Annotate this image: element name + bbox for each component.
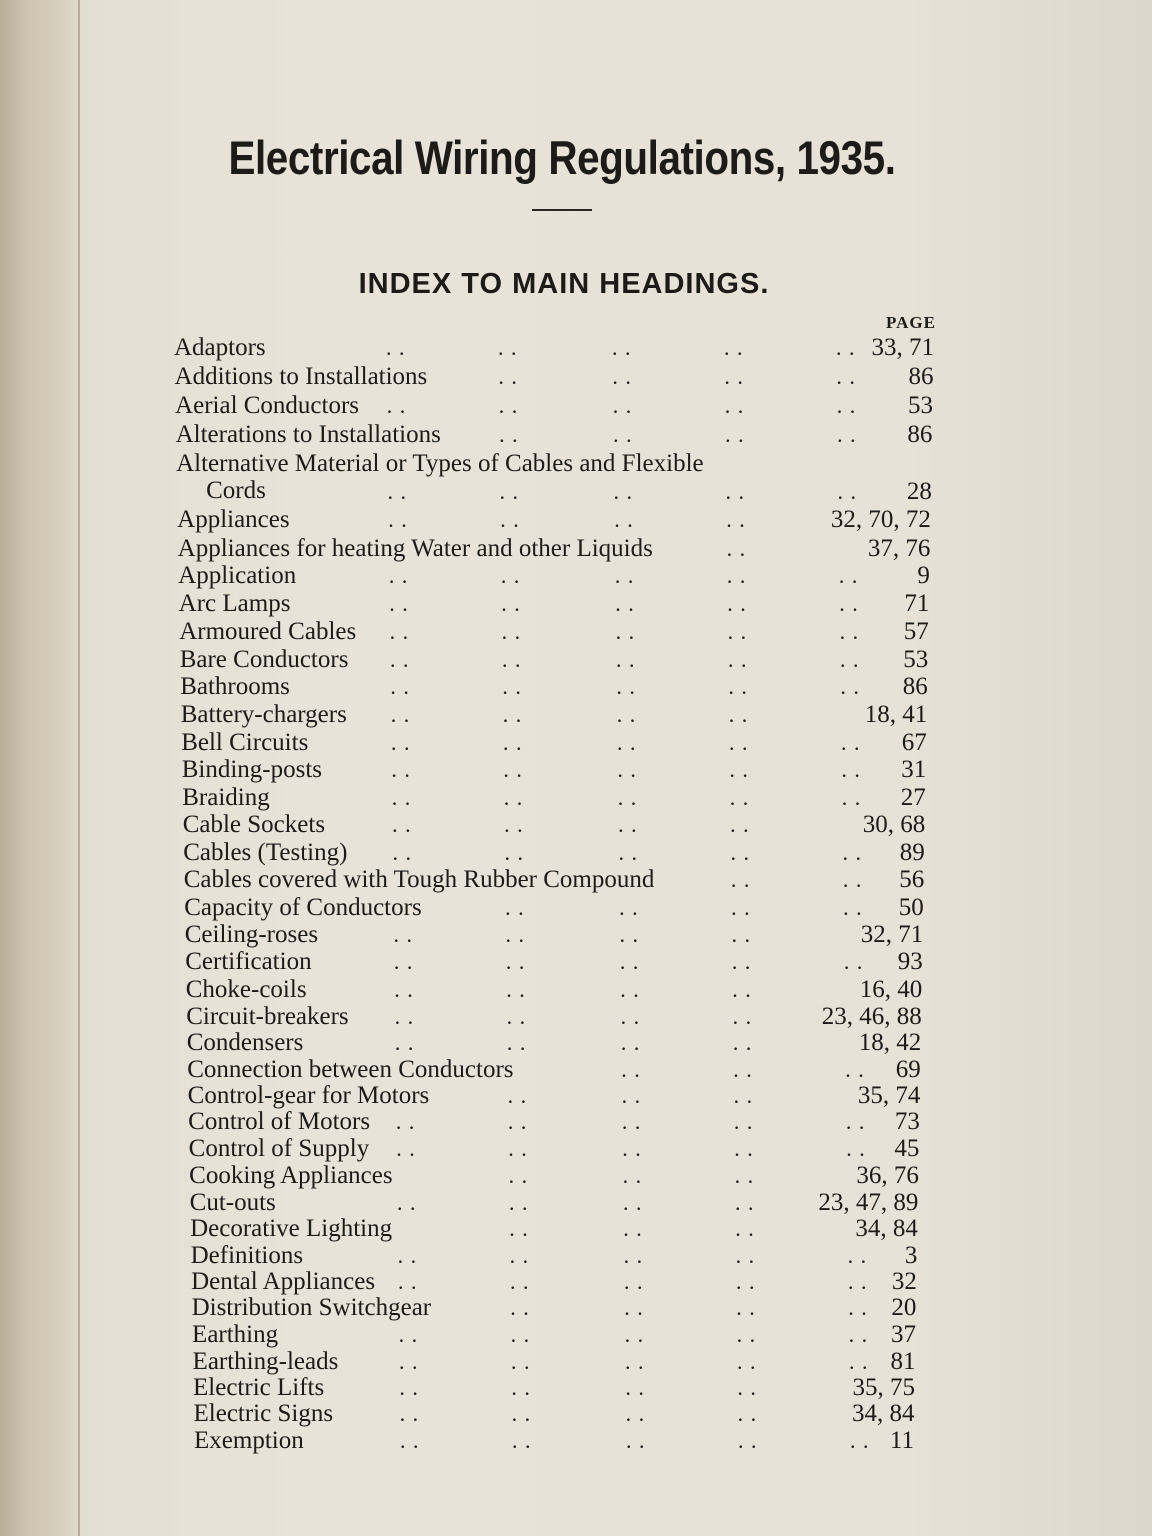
leader-dots: . . xyxy=(850,1428,870,1453)
leader-dots: . . xyxy=(499,479,519,504)
leader-dots: . . xyxy=(625,1375,645,1400)
leader-dots: . . xyxy=(837,479,857,504)
index-entry-label: Definitions xyxy=(190,1242,304,1269)
index-entry-pages: 31 xyxy=(901,756,927,783)
leader-dots: . . xyxy=(619,922,640,947)
index-entry-pages: 30, 68 xyxy=(862,811,926,838)
index-entry-pages: 34, 84 xyxy=(855,1215,918,1242)
index-entry xyxy=(0,1215,1152,1243)
leader-dots: . . xyxy=(841,730,861,755)
leader-dots: . . xyxy=(509,1243,530,1268)
leader-dots: . . xyxy=(507,1109,528,1134)
leader-dots: . . xyxy=(386,393,407,418)
index-entry-label: Bathrooms xyxy=(180,673,290,700)
index-entry-label: Condensers xyxy=(186,1029,304,1056)
index-entry xyxy=(0,1294,1152,1322)
index-entry xyxy=(0,1348,1152,1376)
index-entry-label: Capacity of Conductors xyxy=(184,894,422,921)
index-entry xyxy=(0,506,1152,534)
leader-dots: . . xyxy=(738,1428,758,1453)
leader-dots: . . xyxy=(732,1004,753,1029)
leader-dots: . . xyxy=(845,1109,866,1134)
index-entry-label: Armoured Cables xyxy=(179,618,357,645)
leader-dots: . . xyxy=(392,812,412,837)
index-entry-label: Cables covered with Tough Rubber Compound xyxy=(183,866,655,893)
leader-dots: . . xyxy=(736,1295,756,1320)
index-entry xyxy=(0,421,1152,449)
index-entry xyxy=(0,562,1152,590)
index-entry-label: Additions to Installations xyxy=(174,363,428,390)
leader-dots: . . xyxy=(615,619,636,644)
leader-dots: . . xyxy=(843,895,863,920)
leader-dots: . . xyxy=(735,1243,756,1268)
index-entry xyxy=(0,784,1152,812)
leader-dots: . . xyxy=(624,1295,644,1320)
leader-dots: . . xyxy=(389,619,410,644)
index-entry xyxy=(0,363,1152,391)
index-entry-pages: 34, 84 xyxy=(851,1400,915,1427)
leader-dots: . . xyxy=(388,507,408,532)
index-entry-label: Circuit-breakers xyxy=(186,1003,349,1030)
leader-dots: . . xyxy=(732,977,752,1002)
index-entry xyxy=(0,590,1152,618)
leader-dots: . . xyxy=(733,1109,754,1134)
index-entry-label: Electric Signs xyxy=(193,1400,334,1427)
index-entry xyxy=(0,673,1152,701)
leader-dots: . . xyxy=(730,812,750,837)
index-entry-pages: 56 xyxy=(899,866,925,893)
leader-dots: . . xyxy=(839,647,860,672)
leader-dots: . . xyxy=(391,785,412,810)
index-entry-pages: 57 xyxy=(903,618,929,645)
index-entry-label: Alterations to Installations xyxy=(175,421,441,448)
leader-dots: . . xyxy=(504,840,524,865)
leader-dots: . . xyxy=(619,895,639,920)
leader-dots: . . xyxy=(396,1136,416,1161)
leader-dots: . . xyxy=(837,422,857,447)
index-entry-label: Exemption xyxy=(194,1427,304,1454)
leader-dots: . . xyxy=(848,1295,868,1320)
index-entry-label: Control of Motors xyxy=(188,1108,371,1135)
index-entry xyxy=(0,1029,1152,1057)
leader-dots: . . xyxy=(734,1190,755,1215)
leader-dots: . . xyxy=(845,1057,865,1082)
leader-dots: . . xyxy=(506,1004,527,1029)
leader-dots: . . xyxy=(392,840,412,865)
index-entry xyxy=(0,392,1152,420)
leader-dots: . . xyxy=(622,1163,643,1188)
index-entry-pages: 16, 40 xyxy=(859,976,923,1003)
index-entry xyxy=(0,866,1152,894)
leader-dots: . . xyxy=(724,364,744,389)
index-entry xyxy=(0,646,1152,674)
index-entry-label: Cable Sockets xyxy=(182,811,326,838)
leader-dots: . . xyxy=(505,922,526,947)
index-entry-pages: 89 xyxy=(899,839,925,866)
index-entry-label: Arc Lamps xyxy=(178,590,291,617)
index-entry-pages: 81 xyxy=(890,1348,916,1375)
index-entry-label: Aerial Conductors xyxy=(175,392,360,419)
index-entry-pages: 86 xyxy=(907,421,933,448)
leader-dots: . . xyxy=(618,812,638,837)
leader-dots: . . xyxy=(508,1190,529,1215)
leader-dots: . . xyxy=(396,1190,417,1215)
leader-dots: . . xyxy=(838,563,859,588)
index-entry xyxy=(0,1321,1152,1349)
index-entry xyxy=(0,948,1152,976)
leader-dots: . . xyxy=(735,1216,755,1241)
leader-dots: . . xyxy=(399,1375,419,1400)
leader-dots: . . xyxy=(726,563,747,588)
index-entry-pages: 32 xyxy=(891,1268,917,1295)
leader-dots: . . xyxy=(836,335,856,360)
leader-dots: . . xyxy=(612,393,633,418)
index-entry-label: Electric Lifts xyxy=(193,1374,325,1401)
index-entry-pages: 32, 70, 72 xyxy=(830,506,931,533)
index-entry-pages: 86 xyxy=(908,363,934,390)
index-entry-label: Cooking Appliances xyxy=(189,1162,393,1189)
leader-dots: . . xyxy=(624,1349,645,1374)
leader-dots: . . xyxy=(842,840,862,865)
index-entry-pages: 18, 42 xyxy=(858,1029,922,1056)
leader-dots: . . xyxy=(501,619,522,644)
leader-dots: . . xyxy=(836,393,857,418)
leader-dots: . . xyxy=(389,647,410,672)
index-entry xyxy=(0,756,1152,784)
leader-dots: . . xyxy=(387,479,407,504)
leader-dots: . . xyxy=(506,1030,527,1055)
leader-dots: . . xyxy=(622,1136,642,1161)
leader-dots: . . xyxy=(623,1216,643,1241)
leader-dots: . . xyxy=(731,895,751,920)
leader-dots: . . xyxy=(727,647,748,672)
leader-dots: . . xyxy=(620,977,640,1002)
index-entry-label: Adaptors xyxy=(174,334,266,361)
leader-dots: . . xyxy=(846,1136,866,1161)
index-entry-pages: 11 xyxy=(889,1427,914,1454)
leader-dots: . . xyxy=(841,785,862,810)
leader-dots: . . xyxy=(394,1004,415,1029)
index-entry-label: Earthing xyxy=(192,1321,279,1348)
leader-dots: . . xyxy=(728,674,748,699)
index-entry-label: Binding-posts xyxy=(181,756,323,783)
leader-dots: . . xyxy=(841,757,861,782)
index-entry xyxy=(0,1189,1152,1217)
index-entry-pages: 23, 46, 88 xyxy=(821,1003,922,1030)
leader-dots: . . xyxy=(395,1109,416,1134)
leader-dots: . . xyxy=(626,1428,646,1453)
leader-dots: . . xyxy=(613,422,633,447)
index-entry-label: Connection between Conductors xyxy=(187,1056,514,1083)
leader-dots: . . xyxy=(619,949,640,974)
leader-dots: . . xyxy=(728,702,749,727)
leader-dots: . . xyxy=(616,702,637,727)
index-entry xyxy=(0,1374,1152,1402)
index-entry-label: Earthing-leads xyxy=(192,1348,339,1375)
leader-dots: . . xyxy=(729,757,749,782)
leader-dots: . . xyxy=(620,1004,641,1029)
leader-dots: . . xyxy=(511,1401,532,1426)
leader-dots: . . xyxy=(512,1428,532,1453)
index-entry-label: Bare Conductors xyxy=(179,646,349,673)
leader-dots: . . xyxy=(393,949,414,974)
index-entry-pages: 86 xyxy=(902,673,928,700)
leader-dots: . . xyxy=(389,591,409,616)
leader-dots: . . xyxy=(498,335,518,360)
leader-dots: . . xyxy=(500,563,521,588)
leader-dots: . . xyxy=(498,364,518,389)
leader-dots: . . xyxy=(847,1243,868,1268)
index-entry-label: Bell Circuits xyxy=(181,729,309,756)
leader-dots: . . xyxy=(729,785,750,810)
leader-dots: . . xyxy=(612,335,632,360)
index-entry-pages: 36, 76 xyxy=(856,1162,919,1189)
leader-dots: . . xyxy=(620,1030,641,1055)
leader-dots: . . xyxy=(615,591,635,616)
leader-dots: . . xyxy=(621,1057,641,1082)
leader-dots: . . xyxy=(623,1243,644,1268)
index-entry xyxy=(0,334,1152,362)
leader-dots: . . xyxy=(506,977,526,1002)
index-entry-label: Choke-coils xyxy=(185,976,307,1003)
index-entry xyxy=(0,535,1152,563)
index-entry-label: Dental Appliances xyxy=(191,1268,376,1295)
leader-dots: . . xyxy=(499,422,519,447)
index-entry-pages: 18, 41 xyxy=(864,701,928,728)
leader-dots: . . xyxy=(848,1322,869,1347)
leader-dots: . . xyxy=(726,507,746,532)
index-entry-pages: 28 xyxy=(906,478,932,505)
index-entry-pages: 71 xyxy=(904,590,930,617)
index-entry xyxy=(0,839,1152,867)
leader-dots: . . xyxy=(848,1349,869,1374)
leader-dots: . . xyxy=(386,335,406,360)
index-entry-label: Appliances xyxy=(177,506,290,533)
leader-dots: . . xyxy=(625,1401,646,1426)
index-entry-label: Ceiling-roses xyxy=(184,921,319,948)
leader-dots: . . xyxy=(622,1190,643,1215)
leader-dots: . . xyxy=(614,563,635,588)
leader-dots: . . xyxy=(733,1083,754,1108)
index-heading: INDEX TO MAIN HEADINGS. xyxy=(358,268,770,300)
index-entry-label: Cut-outs xyxy=(189,1189,276,1216)
index-entry-label: Decorative Lighting xyxy=(190,1215,393,1242)
index-entry-pages: 20 xyxy=(891,1294,917,1321)
leader-dots: . . xyxy=(394,1030,415,1055)
leader-dots: . . xyxy=(398,1322,419,1347)
leader-dots: . . xyxy=(501,647,522,672)
index-entry xyxy=(0,1400,1152,1428)
index-entry-label: Control-gear for Motors xyxy=(187,1082,430,1109)
index-entry xyxy=(0,1108,1152,1136)
leader-dots: . . xyxy=(621,1109,642,1134)
leader-dots: . . xyxy=(839,591,859,616)
leader-dots: . . xyxy=(617,757,637,782)
leader-dots: . . xyxy=(502,674,522,699)
leader-dots: . . xyxy=(510,1322,531,1347)
index-entry-pages: 35, 75 xyxy=(852,1374,915,1401)
index-entry-pages: 9 xyxy=(917,562,930,589)
leader-dots: . . xyxy=(617,730,637,755)
leader-dots: . . xyxy=(734,1163,755,1188)
index-entry-pages: 3 xyxy=(904,1242,918,1269)
leader-dots: . . xyxy=(511,1375,531,1400)
leader-dots: . . xyxy=(621,1083,642,1108)
leader-dots: . . xyxy=(735,1269,756,1294)
leader-dots: . . xyxy=(736,1322,757,1347)
index-entry-pages: 37, 76 xyxy=(867,535,931,562)
leader-dots: . . xyxy=(503,757,523,782)
leader-dots: . . xyxy=(623,1269,644,1294)
leader-dots: . . xyxy=(731,949,752,974)
index-entry-label: Battery-chargers xyxy=(180,701,347,728)
leader-dots: . . xyxy=(724,335,744,360)
leader-dots: . . xyxy=(612,364,632,389)
index-entry xyxy=(0,976,1152,1004)
leader-dots: . . xyxy=(391,730,411,755)
leader-dots: . . xyxy=(737,1401,758,1426)
leader-dots: . . xyxy=(731,922,752,947)
leader-dots: . . xyxy=(615,647,636,672)
leader-dots: . . xyxy=(507,1083,528,1108)
leader-dots: . . xyxy=(618,840,638,865)
leader-dots: . . xyxy=(730,867,751,892)
leader-dots: . . xyxy=(498,393,519,418)
leader-dots: . . xyxy=(505,895,525,920)
leader-dots: . . xyxy=(727,619,748,644)
index-entry-pages: 32, 71 xyxy=(860,921,924,948)
leader-dots: . . xyxy=(398,1349,419,1374)
index-entry-label-continued: Cords xyxy=(206,477,266,504)
index-entry xyxy=(0,1242,1152,1270)
leader-dots: . . xyxy=(390,674,410,699)
index-entry xyxy=(0,1135,1152,1163)
leader-dots: . . xyxy=(843,949,864,974)
leader-dots: . . xyxy=(510,1349,531,1374)
leader-dots: . . xyxy=(388,563,409,588)
index-entry-label: Braiding xyxy=(182,784,270,811)
leader-dots: . . xyxy=(729,730,749,755)
index-entry-label: Application xyxy=(178,562,297,589)
index-entry-pages: 67 xyxy=(901,729,927,756)
leader-dots: . . xyxy=(400,1428,420,1453)
index-entry-label: Appliances for heating Water and other Liquids xyxy=(177,535,653,562)
index-entry xyxy=(0,1268,1152,1296)
leader-dots: . . xyxy=(399,1401,420,1426)
leader-dots: . . xyxy=(510,1295,530,1320)
leader-dots: . . xyxy=(390,702,411,727)
leader-dots: . . xyxy=(614,507,634,532)
leader-dots: . . xyxy=(616,674,636,699)
leader-dots: . . xyxy=(847,1269,868,1294)
leader-dots: . . xyxy=(617,785,638,810)
index-entry-pages: 69 xyxy=(895,1056,921,1083)
leader-dots: . . xyxy=(503,785,524,810)
leader-dots: . . xyxy=(509,1216,529,1241)
leader-dots: . . xyxy=(733,1057,753,1082)
leader-dots: . . xyxy=(394,977,414,1002)
leader-dots: . . xyxy=(397,1269,418,1294)
leader-dots: . . xyxy=(613,479,633,504)
leader-dots: . . xyxy=(732,1030,753,1055)
leader-dots: . . xyxy=(624,1322,645,1347)
leader-dots: . . xyxy=(508,1136,528,1161)
leader-dots: . . xyxy=(504,812,524,837)
leader-dots: . . xyxy=(736,1349,757,1374)
index-entry xyxy=(0,450,1152,505)
index-entry-label: Control of Supply xyxy=(188,1135,370,1162)
leader-dots: . . xyxy=(836,364,856,389)
index-entry xyxy=(0,1003,1152,1031)
leader-dots: . . xyxy=(509,1269,530,1294)
index-entry xyxy=(0,701,1152,729)
leader-dots: . . xyxy=(734,1136,754,1161)
index-entry xyxy=(0,1427,1152,1455)
leader-dots: . . xyxy=(397,1243,418,1268)
index-entry-pages: 35, 74 xyxy=(857,1082,921,1109)
leader-dots: . . xyxy=(730,840,750,865)
index-entry-pages: 27 xyxy=(900,784,926,811)
leader-dots: . . xyxy=(725,422,745,447)
index-entry-pages: 53 xyxy=(907,392,933,419)
leader-dots: . . xyxy=(505,949,526,974)
index-entry xyxy=(0,811,1152,839)
index-entry-pages: 37 xyxy=(890,1321,916,1348)
leader-dots: . . xyxy=(726,536,747,561)
index-entry-label: Alternative Material or Types of Cables and Flexible xyxy=(176,450,704,477)
leader-dots: . . xyxy=(839,619,860,644)
index-entry-pages: 50 xyxy=(898,894,924,921)
index-entry xyxy=(0,618,1152,646)
index-entry xyxy=(0,1082,1152,1110)
index-entry xyxy=(0,1162,1152,1190)
leader-dots: . . xyxy=(501,591,521,616)
index-entry-pages: 33, 71 xyxy=(871,334,934,361)
leader-dots: . . xyxy=(503,730,523,755)
leader-dots: . . xyxy=(727,591,747,616)
leader-dots: . . xyxy=(725,479,745,504)
index-entry-label: Cables (Testing) xyxy=(183,839,348,866)
document-title: Electrical Wiring Regulations, 1935. xyxy=(228,131,896,184)
leader-dots: . . xyxy=(840,674,860,699)
index-entry xyxy=(0,894,1152,922)
leader-dots: . . xyxy=(508,1163,529,1188)
index-entry-pages: 93 xyxy=(897,948,923,975)
index-entry xyxy=(0,729,1152,757)
index-entry-pages: 53 xyxy=(903,646,929,673)
leader-dots: . . xyxy=(737,1375,757,1400)
index-entry-pages: 23, 47, 89 xyxy=(818,1189,919,1216)
page-column-header: PAGE xyxy=(886,313,936,332)
leader-dots: . . xyxy=(842,867,863,892)
leader-dots: . . xyxy=(724,393,745,418)
index-entry xyxy=(0,921,1152,949)
leader-dots: . . xyxy=(500,507,520,532)
index-entry-label: Distribution Switchgear xyxy=(191,1294,432,1321)
index-entry-label: Certification xyxy=(185,948,312,975)
index-entry-pages: 73 xyxy=(894,1108,920,1135)
index-entry-pages: 45 xyxy=(894,1135,920,1162)
leader-dots: . . xyxy=(502,702,523,727)
leader-dots: . . xyxy=(393,922,414,947)
leader-dots: . . xyxy=(391,757,411,782)
index-entry xyxy=(0,1056,1152,1084)
